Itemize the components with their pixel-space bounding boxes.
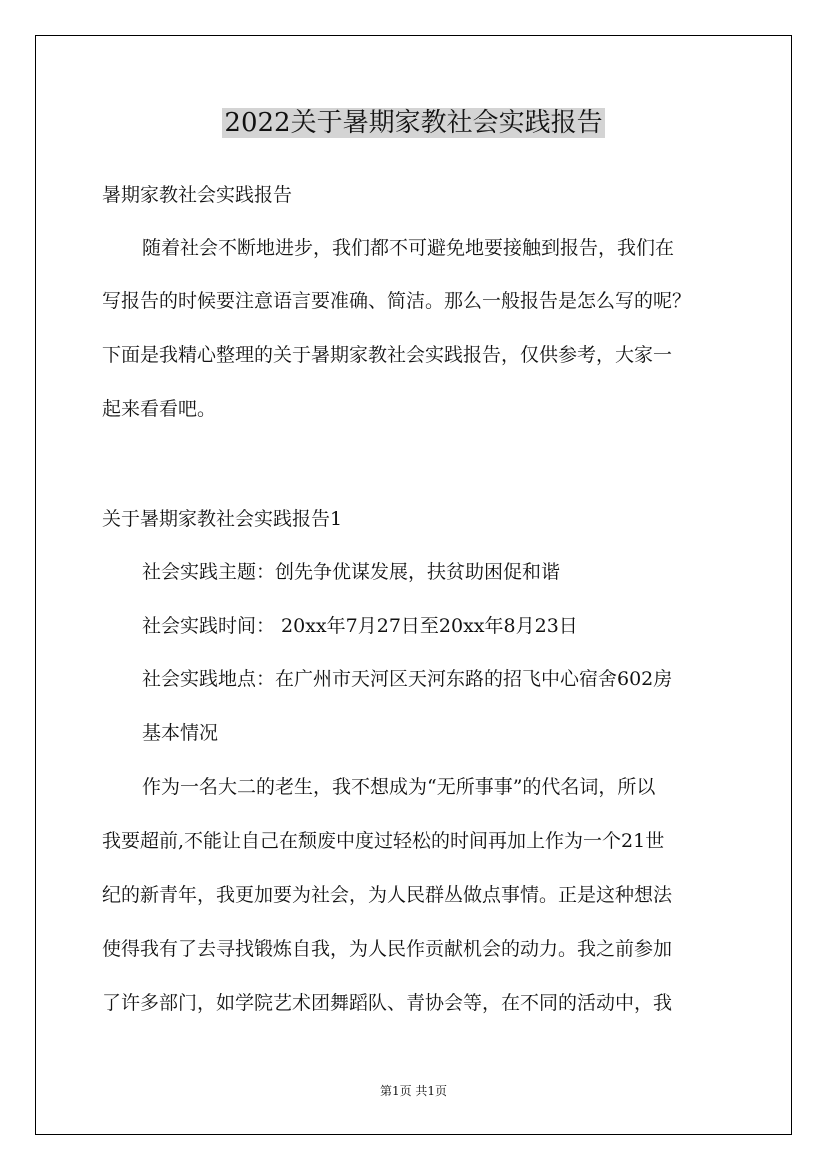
body-line-3: 纪的新青年，我更加要为社会，为人民群丛做点事情。正是这种想法: [102, 884, 673, 906]
place-line: 社会实践地点：在广州市天河区天河东路的招飞中心宿舍602房: [142, 668, 673, 690]
body-line-1: 作为一名大二的老生，我不想成为“无所事事”的代名词，所以: [142, 776, 656, 798]
time-line: 社会实践时间： 20xx年7月27日至20xx年8月23日: [142, 615, 578, 637]
document-title: [0, 103, 827, 143]
document-subtitle: 暑期家教社会实践报告: [102, 184, 293, 206]
basic-heading: 基本情况: [142, 722, 219, 744]
document-title-text: 2022关于暑期家教社会实践报告: [224, 108, 603, 138]
section-heading: 关于暑期家教社会实践报告1: [102, 508, 343, 530]
body-line-5: 了许多部门，如学院艺术团舞蹈队、青协会等，在不同的活动中，我: [102, 992, 673, 1014]
intro-line-4: 起来看看吧。: [102, 398, 217, 420]
intro-line-1: 随着社会不断地进步，我们都不可避免地要接触到报告，我们在: [142, 237, 675, 259]
body-line-4: 使得我有了去寻找锻炼自我，为人民作贡献机会的动力。我之前参加: [102, 938, 673, 960]
page-number-footer: 第1页 共1页: [379, 1084, 448, 1098]
intro-line-2: 写报告的时候要注意语言要准确、简洁。那么一般报告是怎么写的呢？: [102, 290, 692, 312]
body-line-2: 我要超前,不能让自己在颓废中度过轻松的时间再加上作为一个21世: [102, 830, 665, 852]
intro-line-3: 下面是我精心整理的关于暑期家教社会实践报告，仅供参考，大家一: [102, 344, 673, 366]
theme-line: 社会实践主题：创先争优谋发展，扶贫助困促和谐: [142, 561, 561, 583]
